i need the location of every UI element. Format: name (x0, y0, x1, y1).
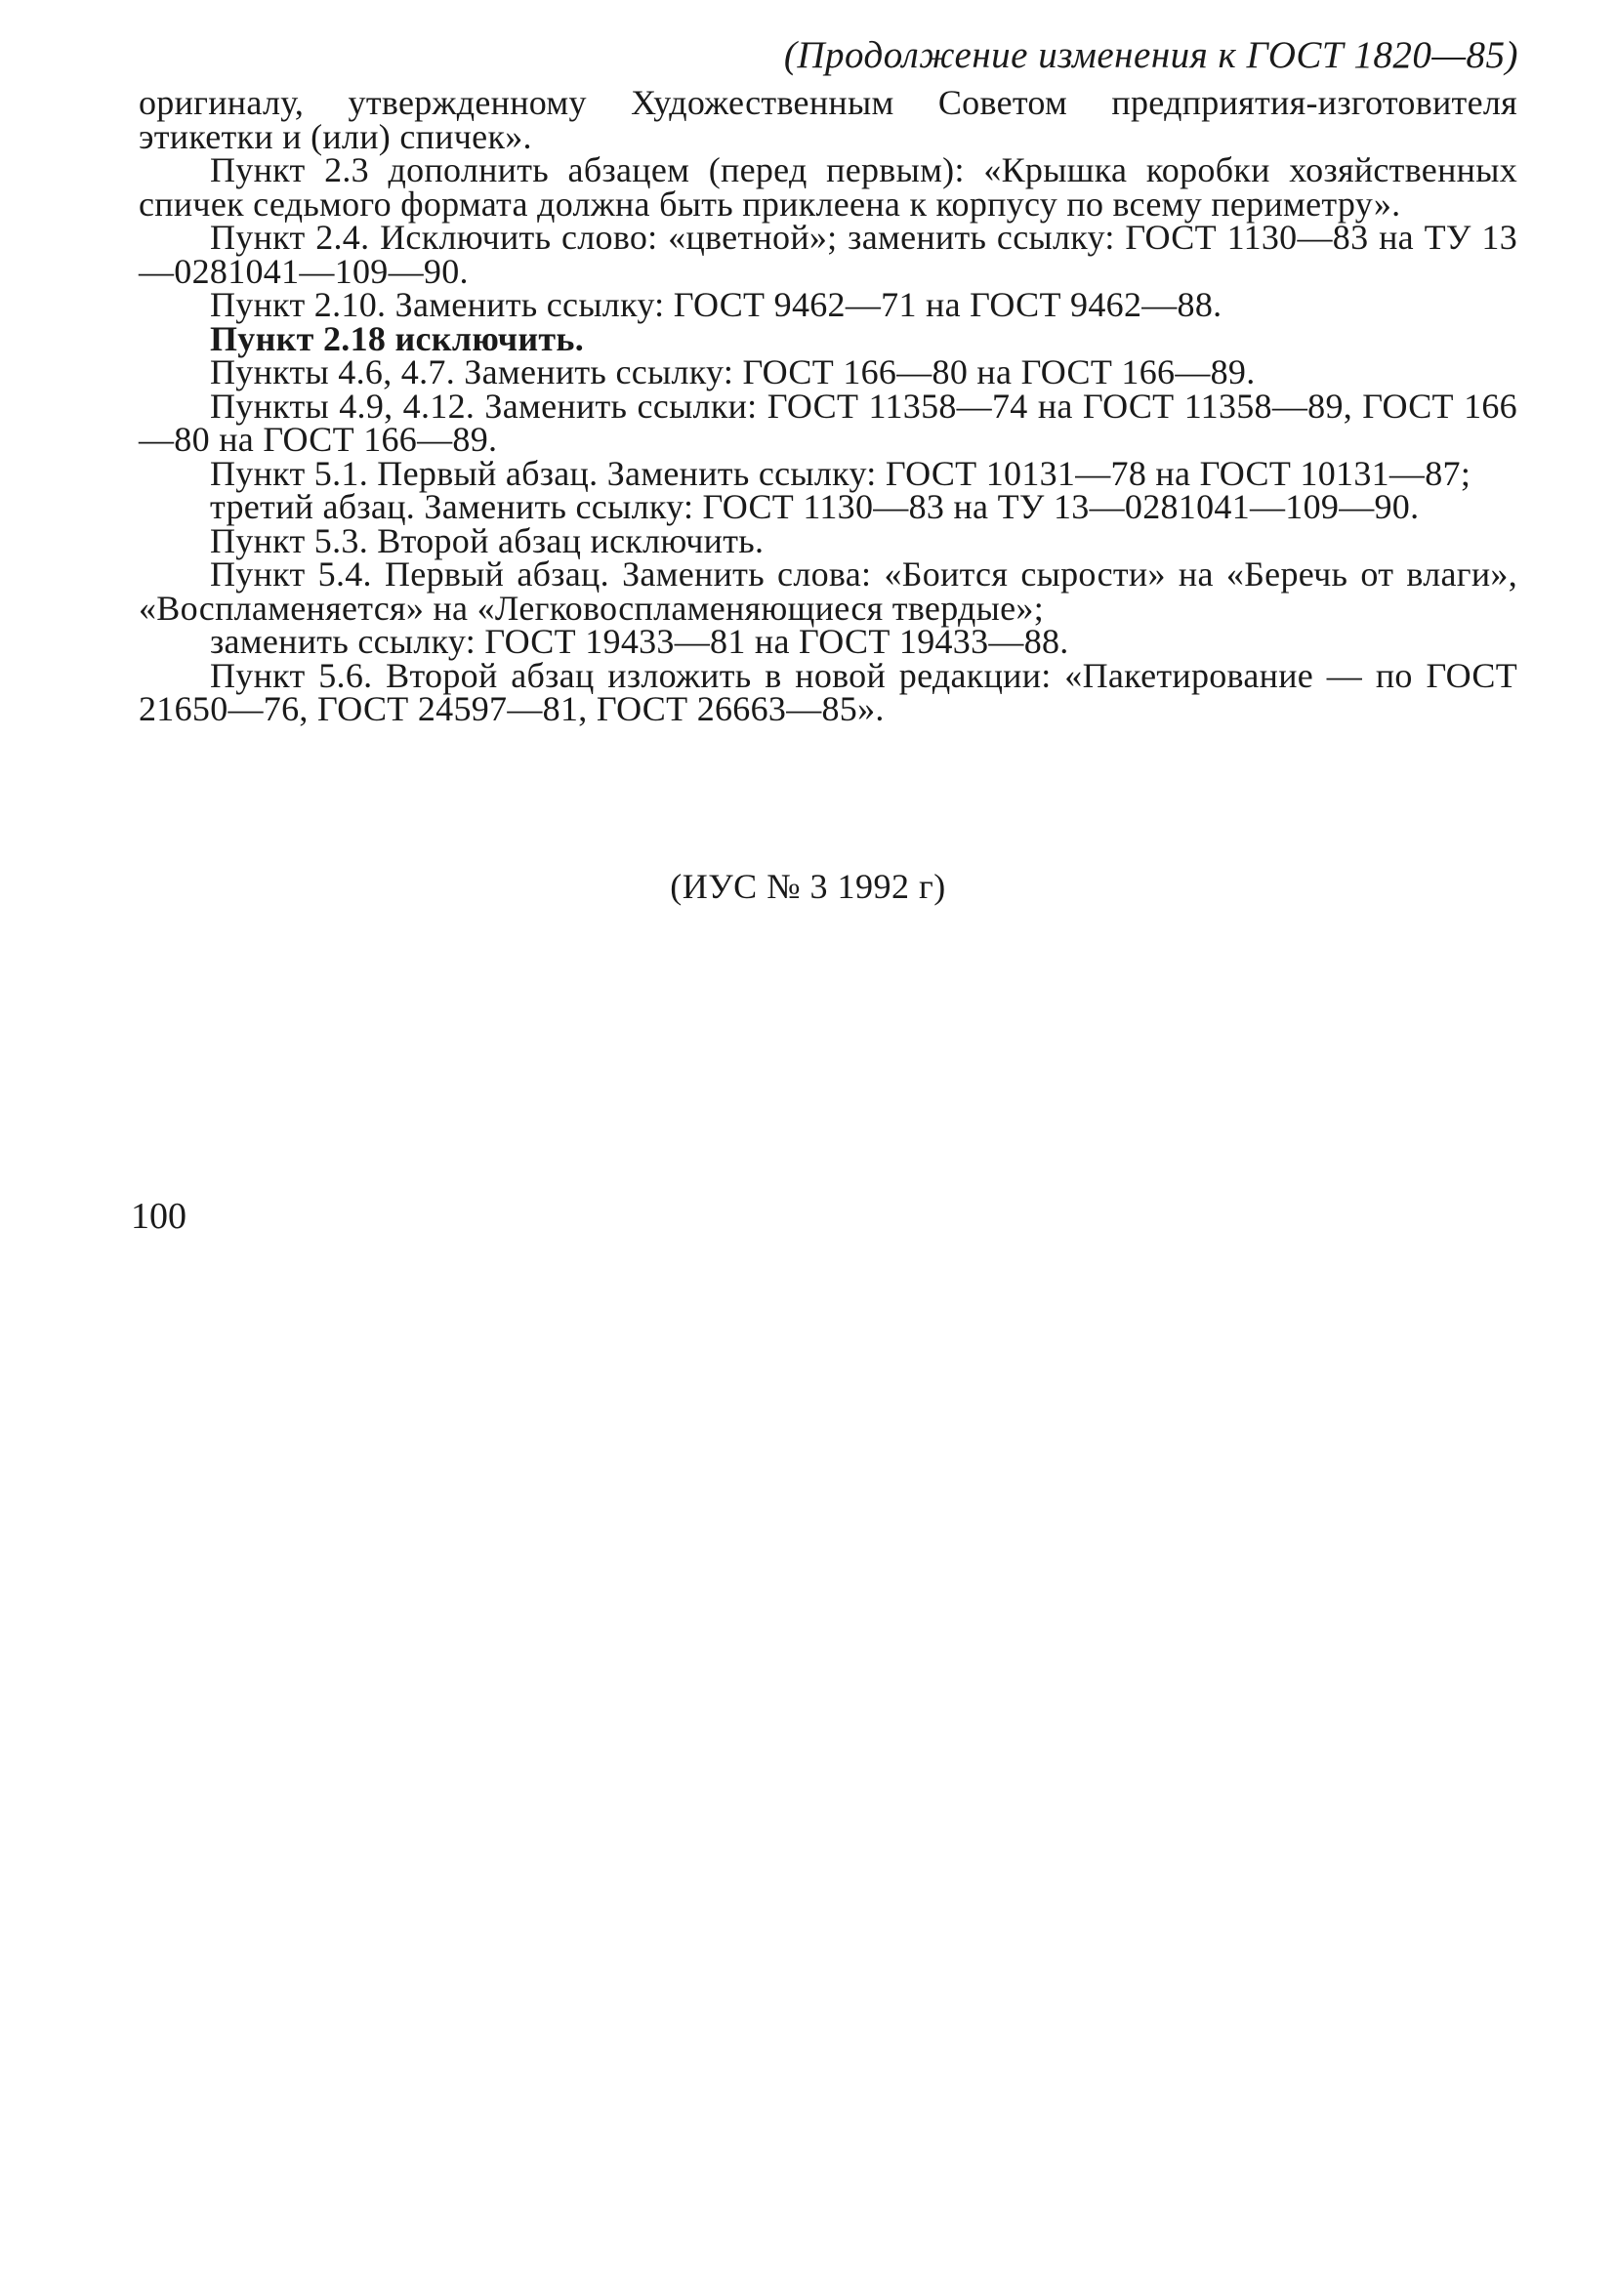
document-body (139, 83, 1517, 728)
paragraph-item-2-4: Пункт 2.4. Исключить слово: «цветной»; заменить ссылку: ГОСТ 1130—83 на ТУ 13—0281041—109—90. (139, 218, 1517, 291)
ius-reference: (ИУС № 3 1992 г) (670, 867, 946, 906)
page-number: 100 (131, 1196, 186, 1237)
paragraph-items-4-6-4-7: Пункты 4.6, 4.7. Заменить ссылку: ГОСТ 166—80 на ГОСТ 166—89. (210, 352, 1256, 391)
paragraph-item-5-6: Пункт 5.6. Второй абзац изложить в новой редакции: «Пакетирование — по ГОСТ 21650—76, ГОСТ 24597—81, ГОСТ 26663—85». (139, 655, 1517, 728)
paragraph-item-5-1: Пункт 5.1. Первый абзац. Заменить ссылку: ГОСТ 10131—78 на ГОСТ 10131—87; (210, 453, 1471, 493)
paragraph-item-5-3: Пункт 5.3. Второй абзац исключить. (210, 520, 765, 560)
paragraph-item-2-3: Пункт 2.3 дополнить абзацем (перед первым): «Крышка коробки хозяйственных спичек седьмого формата должна быть приклеена к корпусу по всему периметру». (139, 150, 1517, 224)
paragraph-item-2-18: Пункт 2.18 исключить. (210, 318, 585, 358)
paragraph-item-5-4: Пункт 5.4. Первый абзац. Заменить слова: «Боится сырости» на «Беречь от влаги», «Воспламеняется» на «Легковоспламеняющиеся твердые»; (139, 554, 1517, 628)
paragraph-item-2-10: Пункт 2.10. Заменить ссылку: ГОСТ 9462—71 на ГОСТ 9462—88. (210, 285, 1222, 324)
paragraph-items-4-9-4-12: Пункты 4.9, 4.12. Заменить ссылки: ГОСТ 11358—74 на ГОСТ 11358—89, ГОСТ 166—80 на ГОСТ 166—89. (139, 386, 1517, 459)
page-header: (Продолжение изменения к ГОСТ 1820—85) (783, 34, 1518, 76)
paragraph-continuation: оригиналу, утвержденному Художественным Советом предприятия-изготовителя этикетки и (или) спичек». (139, 83, 1517, 156)
paragraph-item-5-1-third: третий абзац. Заменить ссылку: ГОСТ 1130—83 на ТУ 13—0281041—109—90. (210, 487, 1420, 526)
paragraph-item-5-4-reference: заменить ссылку: ГОСТ 19433—81 на ГОСТ 19433—88. (210, 622, 1069, 661)
